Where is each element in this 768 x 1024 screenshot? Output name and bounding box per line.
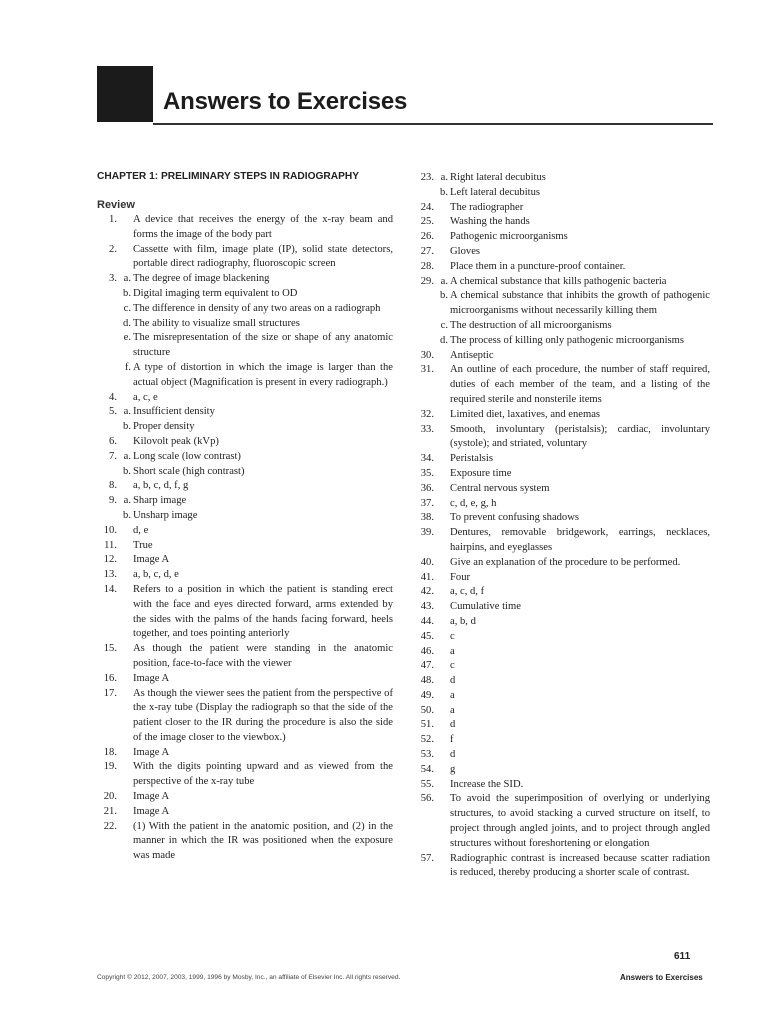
sub-answer-letter: a. <box>123 273 131 285</box>
answer-item <box>97 790 393 805</box>
sub-answer-text: Sharp image <box>133 495 187 507</box>
answer-item <box>414 704 710 719</box>
answer-item <box>414 467 710 482</box>
sub-answer-letter: b. <box>440 290 448 302</box>
sub-answer-letter: d. <box>440 334 448 346</box>
answer-item <box>414 349 710 364</box>
answer-text: d, e <box>133 524 149 536</box>
answer-number: 14. <box>103 583 117 595</box>
answer-item <box>97 287 393 302</box>
answer-item <box>97 213 393 243</box>
answer-number: 5. <box>109 406 117 418</box>
answer-number: 32. <box>420 408 434 420</box>
answer-item <box>414 230 710 245</box>
answer-number: 18. <box>103 746 117 758</box>
answer-number: 26. <box>420 231 434 243</box>
answer-text: a, c, e <box>133 391 158 403</box>
sub-answer-text: The destruction of all microorganisms <box>450 319 612 331</box>
answer-item <box>414 526 710 556</box>
sub-answer-text: Left lateral decubitus <box>450 186 541 198</box>
answer-number: 1. <box>109 214 117 225</box>
answer-text: a, c, d, f <box>450 586 485 598</box>
sub-answer-letter: a. <box>440 172 448 183</box>
answer-item <box>414 571 710 586</box>
answer-text: Refers to a position in which the patient is standing erect with the face and eyes directed forward, arms extended by the sides with the palms of the hands facing forward, heels together, and toes pointing anteriorly <box>133 583 393 640</box>
answer-number: 13. <box>103 569 117 581</box>
answer-number: 50. <box>420 704 434 716</box>
answer-text: A device that receives the energy of the x-ray beam and forms the image of the body part <box>133 214 393 240</box>
answer-item <box>414 260 710 275</box>
answer-item <box>414 245 710 260</box>
answer-item <box>97 391 393 406</box>
answer-item <box>414 511 710 526</box>
answer-item <box>97 553 393 568</box>
sub-answer-text: The misrepresentation of the size or shape of any anatomic structure <box>133 332 393 359</box>
sub-answer-letter: a. <box>440 275 448 287</box>
sub-answer-text: The process of killing only pathogenic microorganisms <box>450 334 684 346</box>
answer-text: g <box>450 763 456 775</box>
answer-item <box>97 494 393 509</box>
sub-answer-text: Short scale (high contrast) <box>133 465 245 477</box>
answer-number: 46. <box>420 645 434 657</box>
answer-item <box>97 820 393 864</box>
answer-item <box>414 778 710 793</box>
answer-number: 15. <box>103 643 117 655</box>
answer-item <box>97 420 393 435</box>
footer-running-title: Answers to Exercises <box>620 973 703 982</box>
answer-item <box>97 479 393 494</box>
answer-item <box>414 792 710 851</box>
answer-text: c <box>450 630 455 642</box>
answer-text: Radiographic contrast is increased because scatter radiation is reduced, thereby producing a shorter scale of contrast. <box>450 852 710 879</box>
answer-number: 4. <box>109 391 117 403</box>
answer-number: 56. <box>420 793 434 805</box>
answer-number: 17. <box>103 687 117 699</box>
answer-item <box>97 302 393 317</box>
answer-text: Image A <box>133 805 170 817</box>
sub-answer-letter: c. <box>440 319 448 331</box>
answer-number: 51. <box>420 719 434 731</box>
answer-number: 45. <box>420 630 434 642</box>
answer-item <box>97 760 393 790</box>
answer-item <box>414 659 710 674</box>
answer-number: 20. <box>103 791 117 803</box>
answer-item <box>414 630 710 645</box>
answer-text: a, b, d <box>450 615 476 627</box>
answer-text: Washing the hands <box>450 216 530 228</box>
answer-item <box>414 186 710 201</box>
left-column <box>97 170 393 864</box>
answer-item <box>414 482 710 497</box>
answer-number: 33. <box>420 423 434 435</box>
answer-text: d <box>450 675 456 687</box>
answer-text: Dentures, removable bridgework, earrings, necklaces, hairpins, and eyeglasses <box>450 527 710 553</box>
sub-answer-text: The ability to visualize small structures <box>133 317 300 329</box>
right-column <box>414 171 710 881</box>
answer-item <box>97 805 393 820</box>
answer-number: 8. <box>109 480 117 492</box>
answer-text: Four <box>450 571 471 583</box>
answer-item <box>414 852 710 882</box>
answer-item <box>414 319 710 334</box>
answer-item <box>414 674 710 689</box>
answer-item <box>414 763 710 778</box>
answer-text: Image A <box>133 746 170 758</box>
answer-text: Limited diet, laxatives, and enemas <box>450 408 601 420</box>
answer-item <box>414 289 710 319</box>
answer-item <box>97 539 393 554</box>
answer-text: Peristalsis <box>450 453 493 465</box>
page-title: Answers to Exercises <box>163 88 408 115</box>
answer-number: 40. <box>420 556 434 568</box>
answer-number: 3. <box>109 273 117 285</box>
sub-answer-text: A chemical substance that inhibits the growth of pathogenic microorganisms without necessarily killing them <box>450 290 710 317</box>
sub-answer-letter: e. <box>123 332 131 344</box>
sub-answer-text: A type of distortion in which the image is larger than the actual object (Magnification is present in every radiograph.) <box>133 361 393 388</box>
answer-text: Kilovolt peak (kVp) <box>133 435 219 447</box>
answer-text: Pathogenic microorganisms <box>450 231 568 243</box>
sub-answer-letter: c. <box>123 302 131 314</box>
answer-text: a, b, c, d, f, g <box>133 480 189 492</box>
answer-number: 22. <box>103 820 117 832</box>
answer-number: 53. <box>420 749 434 761</box>
answer-number: 34. <box>420 453 434 465</box>
answer-text: d <box>450 749 456 761</box>
answer-text: Central nervous system <box>450 482 550 494</box>
answer-number: 10. <box>103 524 117 536</box>
answer-item <box>414 363 710 407</box>
answer-item <box>414 733 710 748</box>
answer-item <box>97 642 393 672</box>
answer-item <box>97 450 393 465</box>
answer-item <box>97 509 393 524</box>
answer-number: 29. <box>420 275 434 287</box>
answer-number: 25. <box>420 216 434 228</box>
answer-text: To prevent confusing shadows <box>450 512 580 524</box>
answer-item <box>97 465 393 480</box>
sub-answer-letter: a. <box>123 450 131 462</box>
answer-text: Place them in a puncture-proof container. <box>450 260 626 272</box>
answer-item <box>97 746 393 761</box>
sub-answer-letter: b. <box>123 287 131 299</box>
answer-item <box>414 423 710 453</box>
answer-item <box>97 405 393 420</box>
answer-item <box>414 615 710 630</box>
sub-answer-letter: f. <box>124 361 131 373</box>
answer-list-right <box>414 171 710 881</box>
answer-number: 39. <box>420 527 434 539</box>
answer-text: As though the patient were standing in the anatomic position, face-to-face with the viewer <box>133 643 393 669</box>
answer-text: Antiseptic <box>450 349 494 361</box>
answer-item <box>97 568 393 583</box>
answer-number: 37. <box>420 497 434 509</box>
answer-item <box>414 556 710 571</box>
answer-item <box>97 272 393 287</box>
answer-item <box>414 585 710 600</box>
answer-number: 35. <box>420 467 434 479</box>
answer-number: 11. <box>104 539 117 551</box>
answer-item <box>414 275 710 290</box>
answer-item <box>414 171 710 186</box>
answer-item <box>414 334 710 349</box>
answer-number: 55. <box>420 778 434 790</box>
answer-text: a, b, c, d, e <box>133 569 179 581</box>
sub-answer-letter: d. <box>123 317 131 329</box>
answer-number: 43. <box>420 601 434 613</box>
answer-number: 28. <box>420 260 434 272</box>
answer-item <box>97 583 393 642</box>
answer-item <box>414 645 710 660</box>
answer-number: 27. <box>420 245 434 257</box>
answer-text: f <box>450 734 454 746</box>
answer-number: 49. <box>420 689 434 701</box>
answer-text: Gloves <box>450 245 481 257</box>
answer-text: Image A <box>133 672 170 684</box>
sub-answer-letter: b. <box>123 509 131 521</box>
answer-number: 52. <box>420 734 434 746</box>
answer-text: Image A <box>133 791 170 803</box>
chapter-tab-block <box>97 66 153 122</box>
answer-text: True <box>133 539 153 551</box>
answer-number: 7. <box>109 450 117 462</box>
answer-number: 47. <box>420 660 434 672</box>
title-divider <box>153 123 713 125</box>
answer-text: Increase the SID. <box>450 778 524 790</box>
answer-text: With the digits pointing upward and as viewed from the perspective of the x-ray tube <box>133 761 393 788</box>
answer-number: 57. <box>420 852 434 864</box>
answer-item <box>97 331 393 361</box>
answer-number: 48. <box>420 675 434 687</box>
answer-number: 54. <box>420 763 434 775</box>
answer-item <box>414 748 710 763</box>
answer-number: 9. <box>109 495 117 507</box>
answer-item <box>97 672 393 687</box>
answer-text: c, d, e, g, h <box>450 497 497 509</box>
answer-number: 16. <box>103 672 117 684</box>
sub-answer-text: Unsharp image <box>133 509 198 521</box>
answer-text: Image A <box>133 554 170 566</box>
answer-text: Exposure time <box>450 467 512 479</box>
answer-item <box>414 600 710 615</box>
answer-number: 6. <box>109 435 117 447</box>
answer-text: Give an explanation of the procedure to be performed. <box>450 556 681 568</box>
sub-answer-text: Long scale (low contrast) <box>133 450 241 462</box>
answer-item <box>414 215 710 230</box>
sub-answer-text: The difference in density of any two areas on a radiograph <box>133 302 381 314</box>
answer-text: Cumulative time <box>450 601 521 613</box>
answer-item <box>97 317 393 332</box>
answer-number: 24. <box>420 201 434 213</box>
sub-answer-text: The degree of image blackening <box>133 273 270 285</box>
answer-number: 19. <box>103 761 117 773</box>
sub-answer-text: A chemical substance that kills pathogenic bacteria <box>450 275 667 287</box>
sub-answer-letter: a. <box>123 406 131 418</box>
sub-answer-text: Right lateral decubitus <box>450 172 546 183</box>
answer-number: 2. <box>109 243 117 255</box>
answer-text: a <box>450 689 455 701</box>
answer-item <box>414 718 710 733</box>
answer-number: 38. <box>420 512 434 524</box>
answer-number: 41. <box>420 571 434 583</box>
answer-item <box>97 435 393 450</box>
answer-number: 12. <box>103 554 117 566</box>
answer-number: 21. <box>103 805 117 817</box>
answer-item <box>414 408 710 423</box>
sub-answer-text: Digital imaging term equivalent to OD <box>133 287 298 299</box>
answer-item <box>97 243 393 273</box>
answer-text: The radiographer <box>450 201 524 213</box>
answer-number: 42. <box>420 586 434 598</box>
answer-text: c <box>450 660 455 672</box>
answer-number: 36. <box>420 482 434 494</box>
answer-text: To avoid the superimposition of overlying or underlying structures, to avoid stacking a curved structure on itself, to project through angled joints, and to project through angled structures without foreshortening or elongation <box>450 793 710 849</box>
answer-number: 31. <box>420 364 434 376</box>
answer-text: a <box>450 645 455 657</box>
answer-number: 30. <box>420 349 434 361</box>
answer-item <box>97 361 393 391</box>
sub-answer-text: Insufficient density <box>133 406 215 418</box>
answer-item <box>97 524 393 539</box>
chapter-heading: CHAPTER 1: PRELIMINARY STEPS IN RADIOGRAPHY <box>97 171 360 182</box>
answer-text: An outline of each procedure, the number of staff required, duties of each member of the team, and a listing of the required sterile and nonsterile items <box>450 364 710 405</box>
sub-answer-text: Proper density <box>133 421 195 433</box>
answer-list-left <box>97 213 393 864</box>
sub-answer-letter: a. <box>123 495 131 507</box>
answer-text: Smooth, involuntary (peristalsis); cardiac, involuntary (systole); and striated, voluntary <box>450 423 710 450</box>
answer-item <box>414 452 710 467</box>
answer-text: Cassette with film, image plate (IP), solid state detectors, portable direct radiography, fluoroscopic screen <box>133 243 393 270</box>
answer-text: As though the viewer sees the patient from the perspective of the x-ray tube (Display the radiograph so that the side of the patient closer to the IR during the procedure is also the side of the image closer to the viewbox.) <box>133 687 393 743</box>
answer-item <box>97 687 393 746</box>
answer-text: d <box>450 719 456 731</box>
answer-text: a <box>450 704 455 716</box>
footer-copyright: Copyright © 2012, 2007, 2003, 1999, 1996 by Mosby, Inc., an affiliate of Elsevier Inc. All rights reserved. <box>97 974 401 981</box>
answer-item <box>414 689 710 704</box>
sub-answer-letter: b. <box>440 186 448 198</box>
answer-number: 23. <box>420 172 434 183</box>
answer-text: (1) With the patient in the anatomic position, and (2) in the manner in which the IR was positioned when the exposure was made <box>133 820 393 862</box>
answer-item <box>414 497 710 512</box>
answer-number: 44. <box>420 615 434 627</box>
answer-item <box>414 201 710 216</box>
sub-answer-letter: b. <box>123 421 131 433</box>
page-number: 611 <box>674 951 691 962</box>
section-heading: Review <box>97 199 135 211</box>
sub-answer-letter: b. <box>123 465 131 477</box>
